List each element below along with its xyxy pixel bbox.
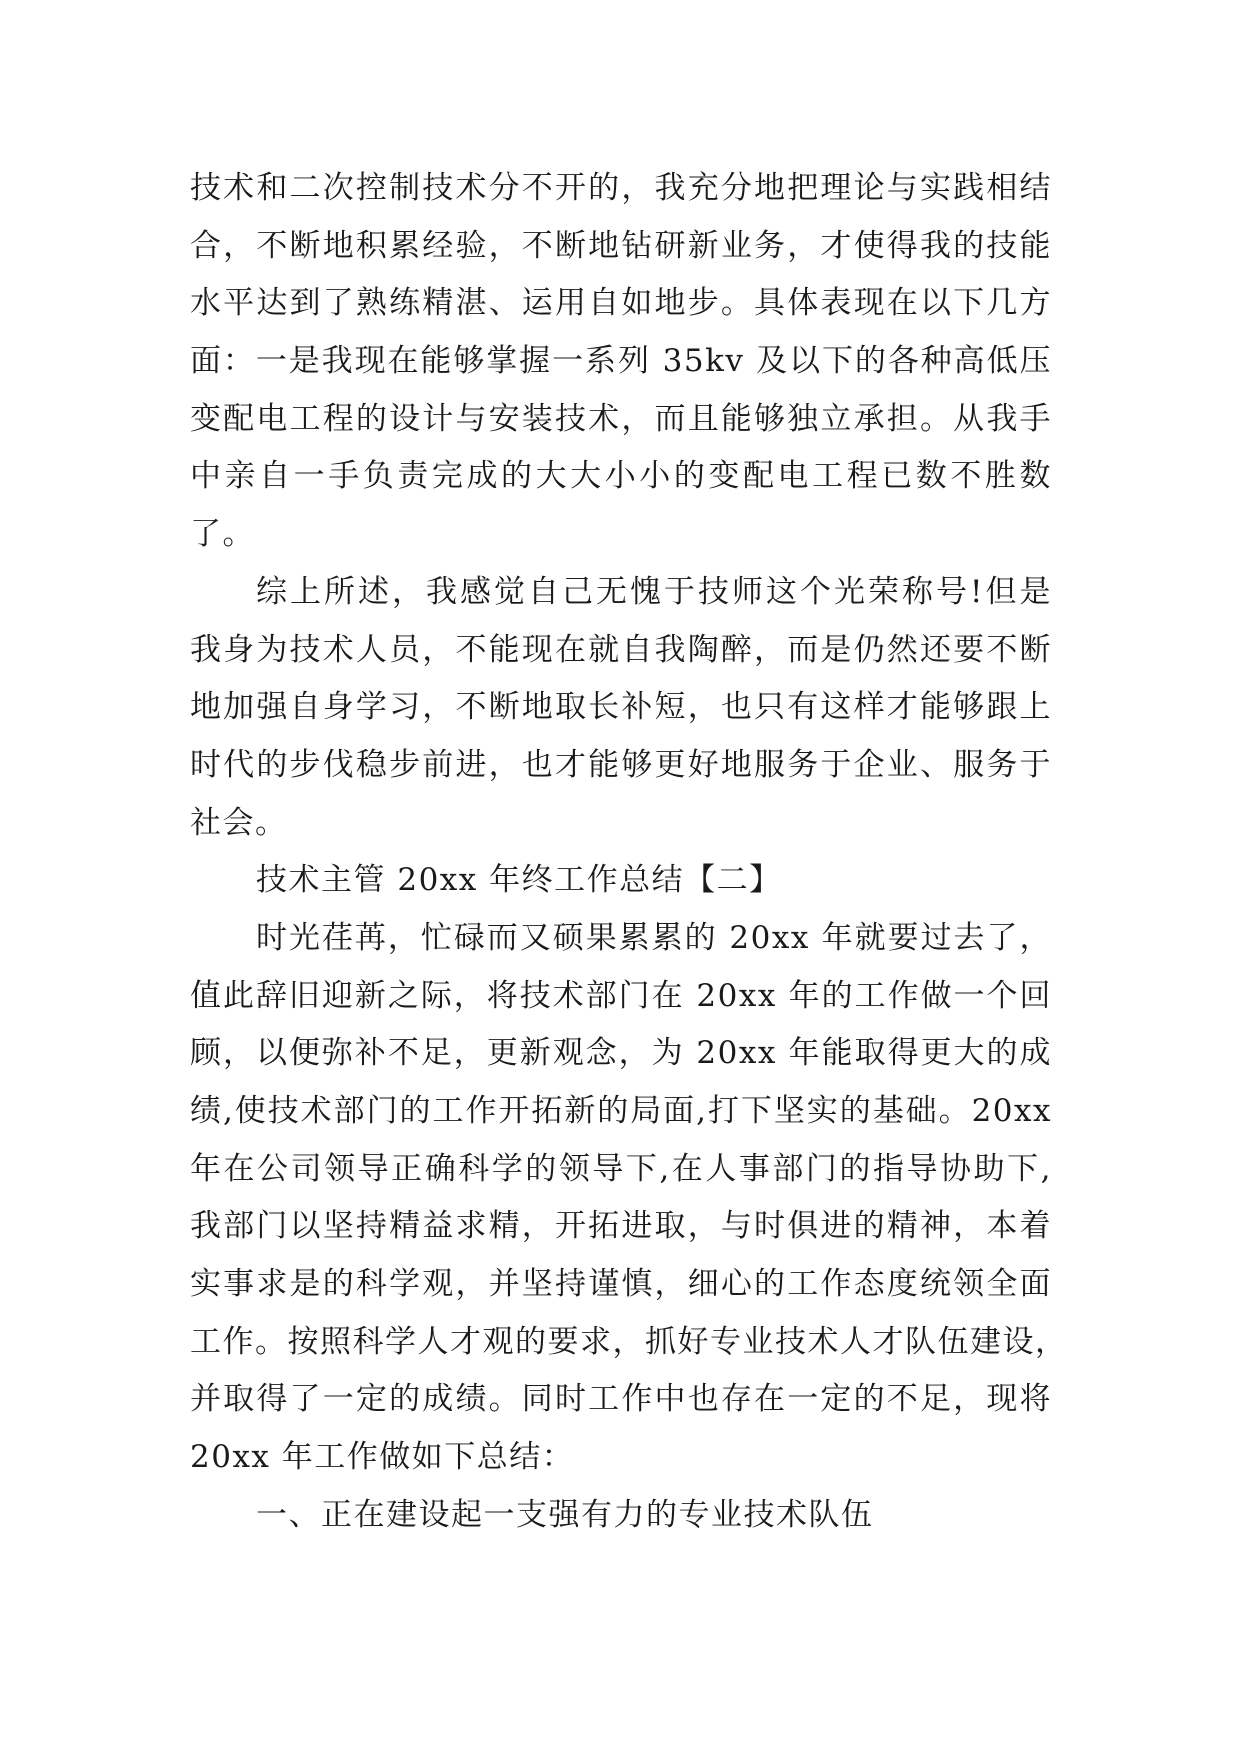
text-line: 中亲自一手负责完成的大大小小的变配电工程已数不胜数 — [190, 458, 1052, 495]
text-line: 合，不断地积累经验，不断地钻研新业务，才使得我的技能 — [190, 227, 1052, 264]
text-line: 时光荏苒，忙碌而又硕果累累的 20xx 年就要过去了， — [256, 919, 1052, 956]
text-line: 面：一是我现在能够掌握一系列 35kv 及以下的各种高低压 — [190, 343, 1052, 380]
document-body — [190, 160, 1068, 1545]
text-line: 实事求是的科学观，并坚持谨慎，细心的工作态度统领全面 — [190, 1266, 1052, 1303]
text-line: 顾，以便弥补不足，更新观念，为 20xx 年能取得更大的成 — [190, 1035, 1052, 1072]
paragraph-3 — [190, 910, 1068, 1487]
text-line: 并取得了一定的成绩。同时工作中也存在一定的不足，现将 — [190, 1381, 1052, 1418]
text-line: 变配电工程的设计与安装技术，而且能够独立承担。从我手 — [190, 400, 1052, 437]
text-line: 20xx 年工作做如下总结： — [190, 1439, 575, 1476]
text-line: 年在公司领导正确科学的领导下,在人事部门的指导协助下, — [190, 1150, 1052, 1187]
text-line: 我部门以坚持精益求精，开拓进取，与时俱进的精神，本着 — [190, 1208, 1052, 1245]
paragraph-2 — [190, 564, 1052, 852]
text-line: 社会。 — [190, 804, 288, 841]
text-line: 值此辞旧迎新之际，将技术部门在 20xx 年的工作做一个回 — [190, 977, 1052, 1014]
text-line: 技术和二次控制技术分不开的，我充分地把理论与实践相结 — [190, 170, 1052, 206]
text-line: 我身为技术人员，不能现在就自我陶醉，而是仍然还要不断 — [190, 631, 1052, 668]
text-line: 了。 — [190, 516, 255, 553]
text-line: 水平达到了熟练精湛、运用自如地步。具体表现在以下几方 — [190, 285, 1052, 322]
text-line: 地加强自身学习，不断地取长补短，也只有这样才能够跟上 — [190, 689, 1052, 726]
paragraph-1 — [190, 160, 1052, 564]
text-line: 绩,使技术部门的工作开拓新的局面,打下坚实的基础。20xx — [190, 1093, 1052, 1129]
subsection-heading: 一、正在建设起一支强有力的专业技术队伍 — [256, 1496, 874, 1533]
text-line: 工作。按照科学人才观的要求，抓好专业技术人才队伍建设， — [190, 1323, 1068, 1360]
text-line: 综上所述，我感觉自己无愧于技师这个光荣称号!但是 — [256, 573, 1052, 610]
section-title: 技术主管 20xx 年终工作总结【二】 — [256, 862, 782, 899]
text-line: 时代的步伐稳步前进，也才能够更好地服务于企业、服务于 — [190, 746, 1052, 783]
